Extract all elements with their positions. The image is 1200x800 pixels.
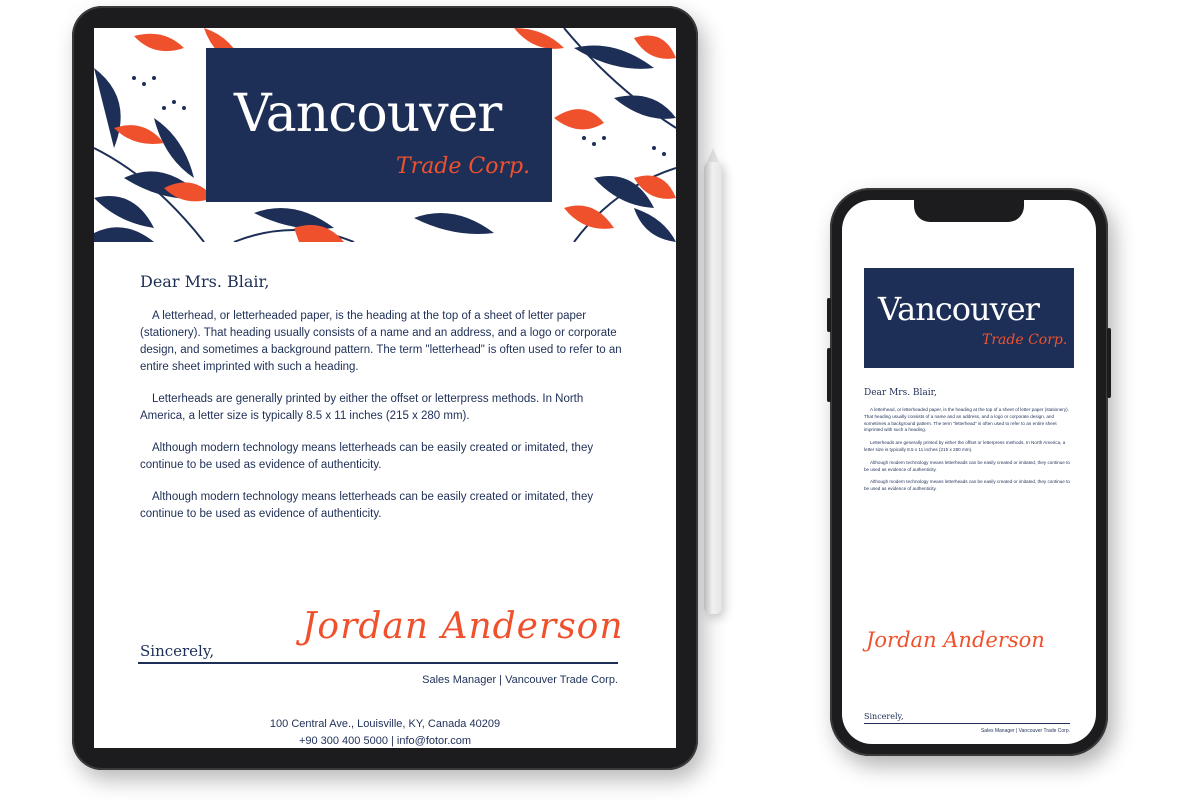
letter-closing: Sincerely, bbox=[140, 642, 215, 660]
logo-tagline: Trade Corp. bbox=[982, 332, 1068, 348]
stylus-pencil bbox=[704, 160, 722, 614]
letter-paragraph: Although modern technology means letterheads can be easily created or imitated, they continue to be used as evidence of authenticity. bbox=[140, 491, 594, 520]
logo-tagline: Trade Corp. bbox=[396, 154, 531, 179]
logo-wordmark: Vancouver bbox=[234, 84, 502, 144]
letter-paragraph: A letterhead, or letterheaded paper, is the heading at the top of a sheet of letter paper (stationery). That heading usually consists of a name and an address, and a logo or corporate design, and sometimes a background pattern. The term "letterhead" is often used to refer to an entire sheet imprinted with such a heading. bbox=[864, 407, 1069, 433]
letter-body bbox=[140, 308, 626, 538]
signature: Jordan Anderson bbox=[302, 606, 624, 647]
letter-paragraph: A letterhead, or letterheaded paper, is the heading at the top of a sheet of letter paper (stationery). That heading usually consists of a name and an address, and a logo or corporate design, and sometimes a background pattern. The term "letterhead" is often used to refer to an entire sheet imprinted with such a heading. bbox=[140, 310, 622, 373]
letter-paragraph: Although modern technology means letterheads can be easily created or imitated, they continue to be used as evidence of authenticity. bbox=[864, 479, 1070, 492]
signature-rule bbox=[138, 662, 618, 664]
letter-paragraph: Letterheads are generally printed by either the offset or letterpress methods. In North America, a letter size is typically 8.5 x 11 inches (215 x 280 mm). bbox=[140, 393, 584, 422]
letter-body bbox=[864, 407, 1070, 499]
letterhead-logo bbox=[864, 268, 1074, 368]
phone-notch bbox=[914, 200, 1024, 222]
tablet-screen bbox=[94, 28, 676, 748]
phone-screen bbox=[842, 200, 1096, 744]
tablet-device bbox=[72, 6, 698, 770]
letter-paragraph: Although modern technology means letterheads can be easily created or imitated, they continue to be used as evidence of authenticity. bbox=[864, 459, 1070, 472]
signature: Jordan Anderson bbox=[866, 628, 1045, 652]
letter-greeting: Dear Mrs. Blair, bbox=[140, 272, 270, 291]
contact-line: +90 300 400 5000 | info@fotor.com bbox=[298, 735, 472, 747]
phone-device bbox=[830, 188, 1108, 756]
letter-paragraph: Although modern technology means letterheads can be easily created or imitated, they continue to be used as evidence of authenticity. bbox=[140, 442, 594, 471]
letter-greeting: Dear Mrs. Blair, bbox=[864, 388, 937, 398]
address-line: 100 Central Ave., Louisville, KY, Canada 40209 bbox=[269, 718, 501, 730]
letter-closing: Sincerely, bbox=[864, 712, 904, 721]
signer-title: Sales Manager | Vancouver Trade Corp. bbox=[980, 728, 1070, 734]
letter-paragraph: Letterheads are generally printed by either the offset or letterpress methods. In North America, a letter size is typically 8.5 x 11 inches (215 x 280 mm). bbox=[864, 440, 1066, 452]
logo-wordmark: Vancouver bbox=[878, 290, 1039, 328]
letterhead-logo bbox=[206, 48, 552, 202]
signer-title: Sales Manager | Vancouver Trade Corp. bbox=[422, 674, 618, 686]
signature-rule bbox=[864, 723, 1070, 724]
